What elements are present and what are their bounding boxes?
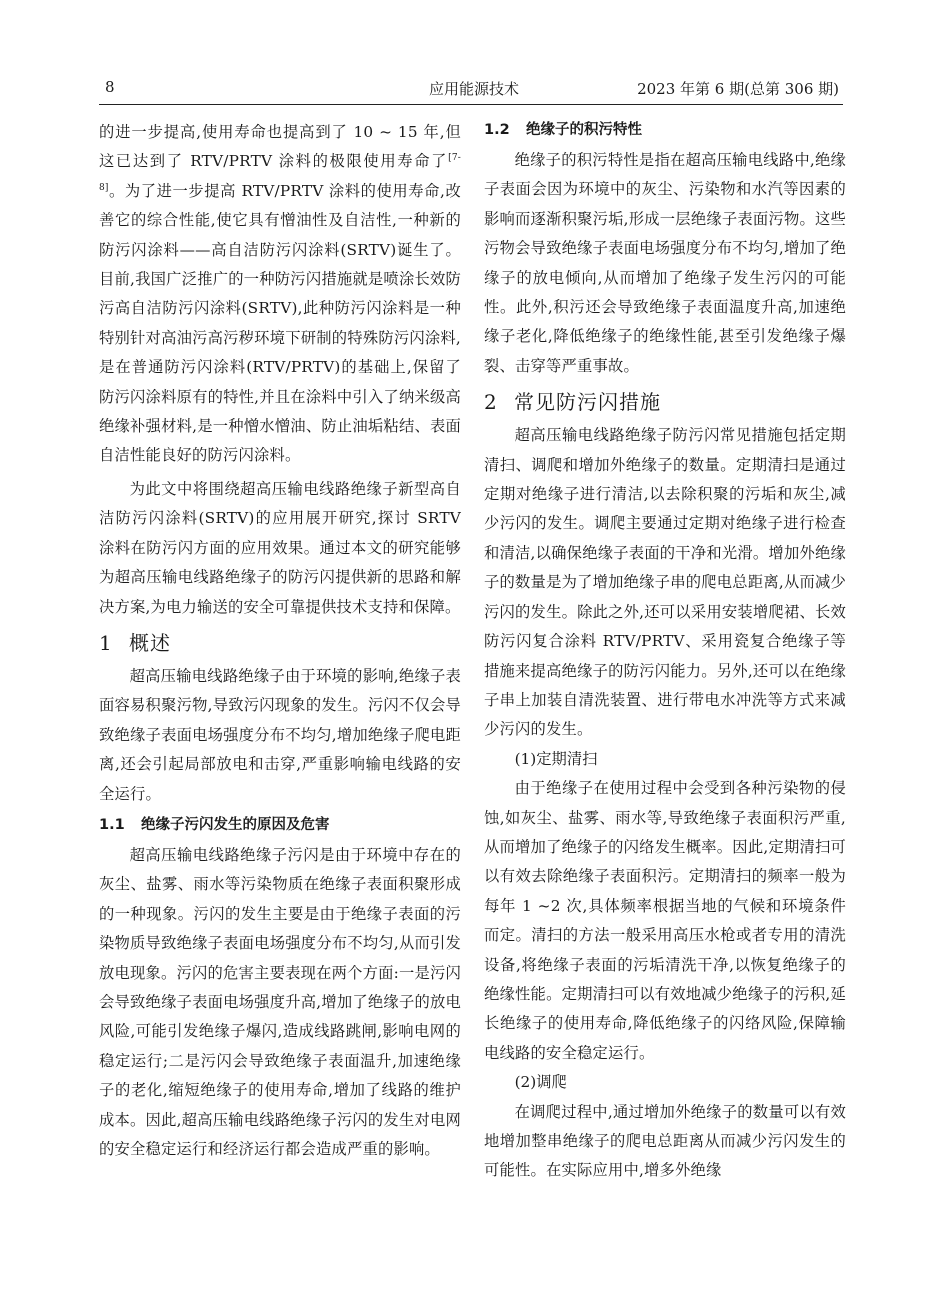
section-title: 概述 [129,630,171,655]
subsection-heading-1-1 [99,811,461,839]
right-column [484,118,846,1186]
section-number: 1 [99,630,113,655]
paragraph-purpose: 为此文中将围绕超高压输电线路绝缘子新型高自洁防污闪涂料(SRTV)的应用展开研究,探讨 SRTV 涂料在防污闪方面的应用效果。通过本文的研究能够为超高压输电线路绝缘子的防污闪提供新的思路和解决方案,为电力输送的安全可靠提供技术支持和保障。 [99,479,461,616]
subsection-title: 绝缘子污闪发生的原因及危害 [141,816,330,833]
paragraph-measures: 超高压输电线路绝缘子防污闪常见措施包括定期清扫、调爬和增加外绝缘子的数量。定期清扫是通过定期对绝缘子进行清洁,以去除积聚的污垢和灰尘,减少污闪的发生。调爬主要通过定期对绝缘子进行检查和清洁,以确保绝缘子表面的干净和光滑。增加外绝缘子的数量是为了增加绝缘子串的爬电总距离,从而减少污闪的发生。除此之外,还可以采用安装增爬裙、长效防污闪复合涂料 RTV/PRTV、采用瓷复合绝缘子等措施来提高绝缘子的防污闪能力。另外,还可以在绝缘子串上加装自清洗装置、进行带电水冲洗等方式来减少污闪的发生。 [484,426,846,739]
paragraph-creepage: 在调爬过程中,通过增加外绝缘子的数量可以有效地增加整串绝缘子的爬电总距离从而减少污闪发生的可能性。在实际应用中,增多外绝缘 [484,1102,846,1180]
paragraph-text: 的进一步提高,使用寿命也提高到了 10 ~ 15 年,但这已达到了 RTV/PRTV 涂料的极限使用寿命了 [99,123,461,171]
paragraph-causes: 超高压输电线路绝缘子污闪是由于环境中存在的灰尘、盐雾、雨水等污染物质在绝缘子表面积聚形成的一种现象。污闪的发生主要是由于绝缘子表面的污染物质导致绝缘子表面电场强度分布不均匀,从而引发放电现象。污闪的危害主要表现在两个方面:一是污闪会导致绝缘子表面电场强度升高,增加了绝缘子的放电风险,可能引发绝缘子爆闪,造成线路跳闸,影响电网的稳定运行;二是污闪会导致绝缘子表面温升,加速绝缘子的老化,缩短绝缘子的使用寿命,增加了线路的维护成本。因此,超高压输电线路绝缘子污闪的发生对电网的安全稳定运行和经济运行都会造成严重的影响。 [99,845,461,1158]
left-column [99,118,461,1164]
journal-name: 应用能源技术 [429,80,520,98]
paragraph-overview: 超高压输电线路绝缘子由于环境的影响,绝缘子表面容易积聚污物,导致污闪现象的发生。污闪不仅会导致绝缘子表面电场强度分布不均匀,增加绝缘子爬电距离,还会引起局部放电和击穿,严重影响输电线路的安全运行。 [99,666,461,803]
section-heading-2 [484,387,846,417]
issue-info: 2023 年第 6 期(总第 306 期) [637,80,839,98]
paragraph-text-cont: 。为了进一步提高 RTV/PRTV 涂料的使用寿命,改善它的综合性能,使它具有憎油性及自洁性,一种新的防污闪涂料——高自洁防污闪涂料(SRTV)诞生了。目前,我国广泛推广的一种防污闪措施就是喷涂长效防污高自洁防污闪涂料(SRTV),此种防污闪涂料是一种特别针对高油污高污秽环境下研制的特殊防污闪涂料,是在普通防污闪涂料(RTV/PRTV)的基础上,保留了防污闪涂料原有的特性,并且在涂料中引入了纳米级高绝缘补强材料,是一种憎水憎油、防止油垢粘结、表面自洁性能良好的防污闪涂料。 [99,181,461,465]
citation-ref: [7-8] [99,153,461,193]
subheading-cleaning: (1)定期清扫 [514,749,598,768]
paragraph-continued [99,118,461,471]
subsection-number: 1.1 [99,816,125,833]
section-title: 常见防污闪措施 [514,390,661,415]
subsection-heading-1-2 [484,116,846,144]
paragraph-fouling: 绝缘子的积污特性是指在超高压输电线路中,绝缘子表面会因为环境中的灰尘、污染物和水汽等因素的影响而逐渐积聚污垢,形成一层绝缘子表面污物。这些污物会导致绝缘子表面电场强度分布不均匀,增加了绝缘子的放电倾向,从而增加了绝缘子发生污闪的可能性。此外,积污还会导致绝缘子表面温度升高,加速绝缘子老化,降低绝缘子的绝缘性能,甚至引发绝缘子爆裂、击穿等严重事故。 [484,151,846,375]
page-header [99,72,843,105]
page-number: 8 [105,78,115,96]
subheading-creepage: (2)调爬 [514,1073,567,1092]
subsection-title: 绝缘子的积污特性 [526,122,642,138]
subsection-number: 1.2 [484,122,510,138]
section-number: 2 [484,390,498,415]
paragraph-cleaning: 由于绝缘子在使用过程中会受到各种污染物的侵蚀,如灰尘、盐雾、雨水等,导致绝缘子表面积污严重,从而增加了绝缘子的闪络发生概率。因此,定期清扫可以有效去除绝缘子表面积污。定期清扫的频率一般为每年 1 ~2 次,具体频率根据当地的气候和环境条件而定。清扫的方法一般采用高压水枪或者专用的清洗设备,将绝缘子表面的污垢清洗干净,以恢复绝缘子的绝缘性能。定期清扫可以有效地减少绝缘子的污积,延长绝缘子的使用寿命,降低绝缘子的闪络风险,保障输电线路的安全稳定运行。 [484,779,846,1062]
section-heading-1 [99,628,461,658]
